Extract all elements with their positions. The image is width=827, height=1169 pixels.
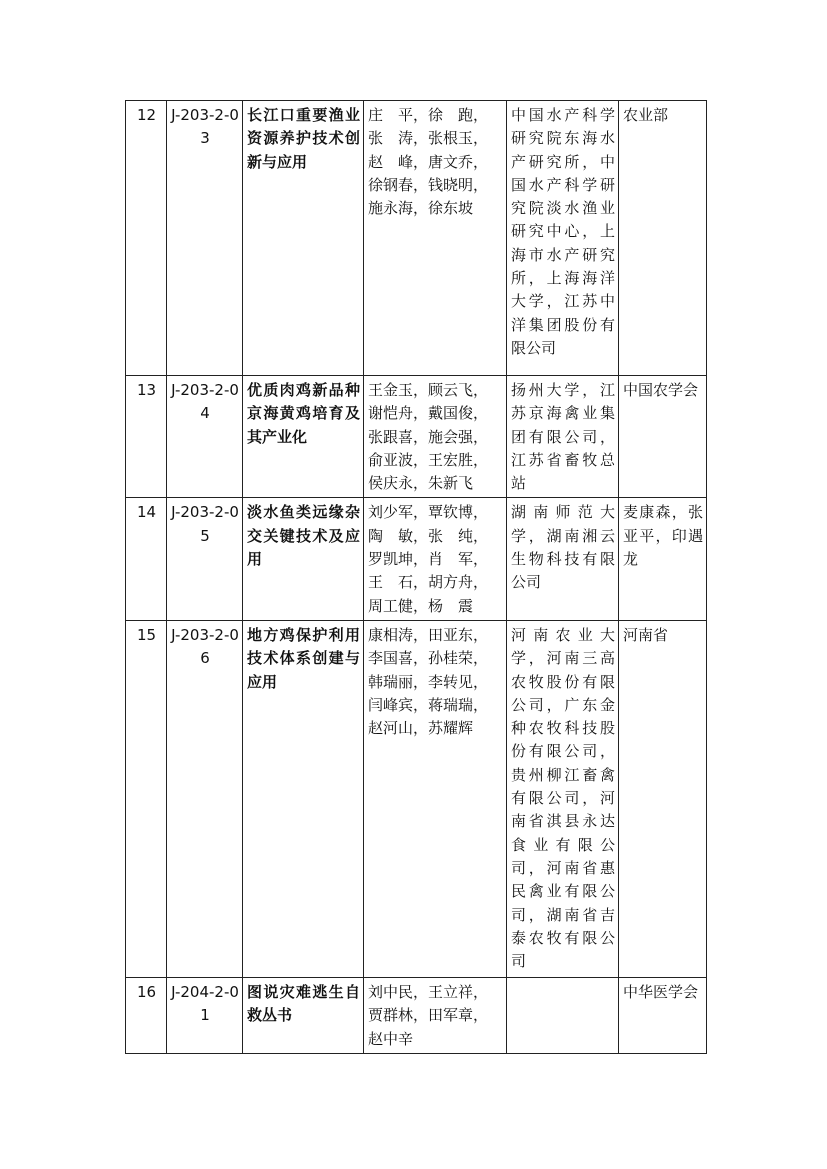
table-row	[126, 101, 707, 376]
project-members	[364, 101, 507, 376]
row-number: 12	[126, 101, 167, 376]
row-number: 16	[126, 977, 167, 1053]
nominator: 农业部	[619, 101, 707, 376]
project-members	[364, 977, 507, 1053]
completing-units: 中国水产科学研究院东海水产研究所，中国水产科学研究院淡水渔业研究中心，上海市水产研究所，上海海洋大学，江苏中洋集团股份有限公司	[507, 101, 619, 376]
completing-units: 湖南师范大学，湖南湘云生物科技有限公司	[507, 498, 619, 620]
nominator: 中国农学会	[619, 376, 707, 498]
member-line: 闫峰宾，蒋瑞瑞，	[368, 695, 489, 714]
project-code: J-203-2-03	[167, 101, 243, 376]
nominator: 中华医学会	[619, 977, 707, 1053]
award-table	[125, 100, 707, 1054]
project-title: 优质肉鸡新品种京海黄鸡培育及其产业化	[243, 376, 364, 498]
project-title: 地方鸡保护利用技术体系创建与应用	[243, 620, 364, 977]
member-line: 徐钢春，钱晓明，	[368, 175, 489, 194]
member-line: 赵中辛	[368, 1029, 414, 1048]
project-code: J-203-2-05	[167, 498, 243, 620]
member-line: 张跟喜，施会强，	[368, 427, 489, 446]
completing-units	[507, 977, 619, 1053]
table-row	[126, 498, 707, 620]
member-line: 赵河山，苏耀辉	[368, 719, 474, 738]
member-line: 侯庆永，朱新飞	[368, 474, 474, 493]
project-title: 长江口重要渔业资源养护技术创新与应用	[243, 101, 364, 376]
row-number: 14	[126, 498, 167, 620]
member-line: 庄 平，徐 跑，	[368, 106, 489, 124]
member-line: 刘少军，覃钦博，	[368, 503, 489, 522]
table-row	[126, 977, 707, 1053]
member-line: 陶 敏，张 纯，	[368, 526, 489, 545]
nominator: 麦康森，张亚平，印遇龙	[619, 498, 707, 620]
row-number: 15	[126, 620, 167, 977]
project-code: J-204-2-01	[167, 977, 243, 1053]
member-line: 张 涛，张根玉，	[368, 129, 489, 148]
project-title: 淡水鱼类远缘杂交关键技术及应用	[243, 498, 364, 620]
project-members	[364, 620, 507, 977]
table-row	[126, 620, 707, 977]
project-members	[364, 376, 507, 498]
member-line: 施永海，徐东坡	[368, 199, 474, 218]
table-row	[126, 376, 707, 498]
member-line: 赵 峰，唐文乔，	[368, 152, 489, 171]
member-line: 王金玉，顾云飞，	[368, 381, 489, 399]
project-code: J-203-2-06	[167, 620, 243, 977]
member-line: 俞亚波，王宏胜，	[368, 450, 489, 469]
completing-units: 扬州大学，江苏京海禽业集团有限公司，江苏省畜牧总站	[507, 376, 619, 498]
member-line: 贾群林，田军章，	[368, 1006, 489, 1025]
nominator: 河南省	[619, 620, 707, 977]
project-members	[364, 498, 507, 620]
project-title: 图说灾难逃生自救丛书	[243, 977, 364, 1053]
member-line: 康相涛，田亚东，	[368, 625, 489, 644]
project-code: J-203-2-04	[167, 376, 243, 498]
member-line: 谢恺舟，戴国俊，	[368, 404, 489, 423]
member-line: 李国喜，孙桂荣，	[368, 649, 489, 668]
member-line: 周工健，杨 震	[368, 596, 474, 615]
completing-units: 河南农业大学，河南三高农牧股份有限公司，广东金种农牧科技股份有限公司，贵州柳江畜禽有限公司，河南省淇县永达食业有限公司，河南省惠民禽业有限公司，湖南省吉泰农牧有限公司	[507, 620, 619, 977]
member-line: 王 石，胡方舟，	[368, 573, 489, 592]
member-line: 罗凯坤，肖 军，	[368, 550, 489, 569]
member-line: 韩瑞丽，李转见，	[368, 672, 489, 691]
row-number: 13	[126, 376, 167, 498]
member-line: 刘中民，王立祥，	[368, 982, 489, 1001]
award-table-body	[126, 101, 707, 1054]
